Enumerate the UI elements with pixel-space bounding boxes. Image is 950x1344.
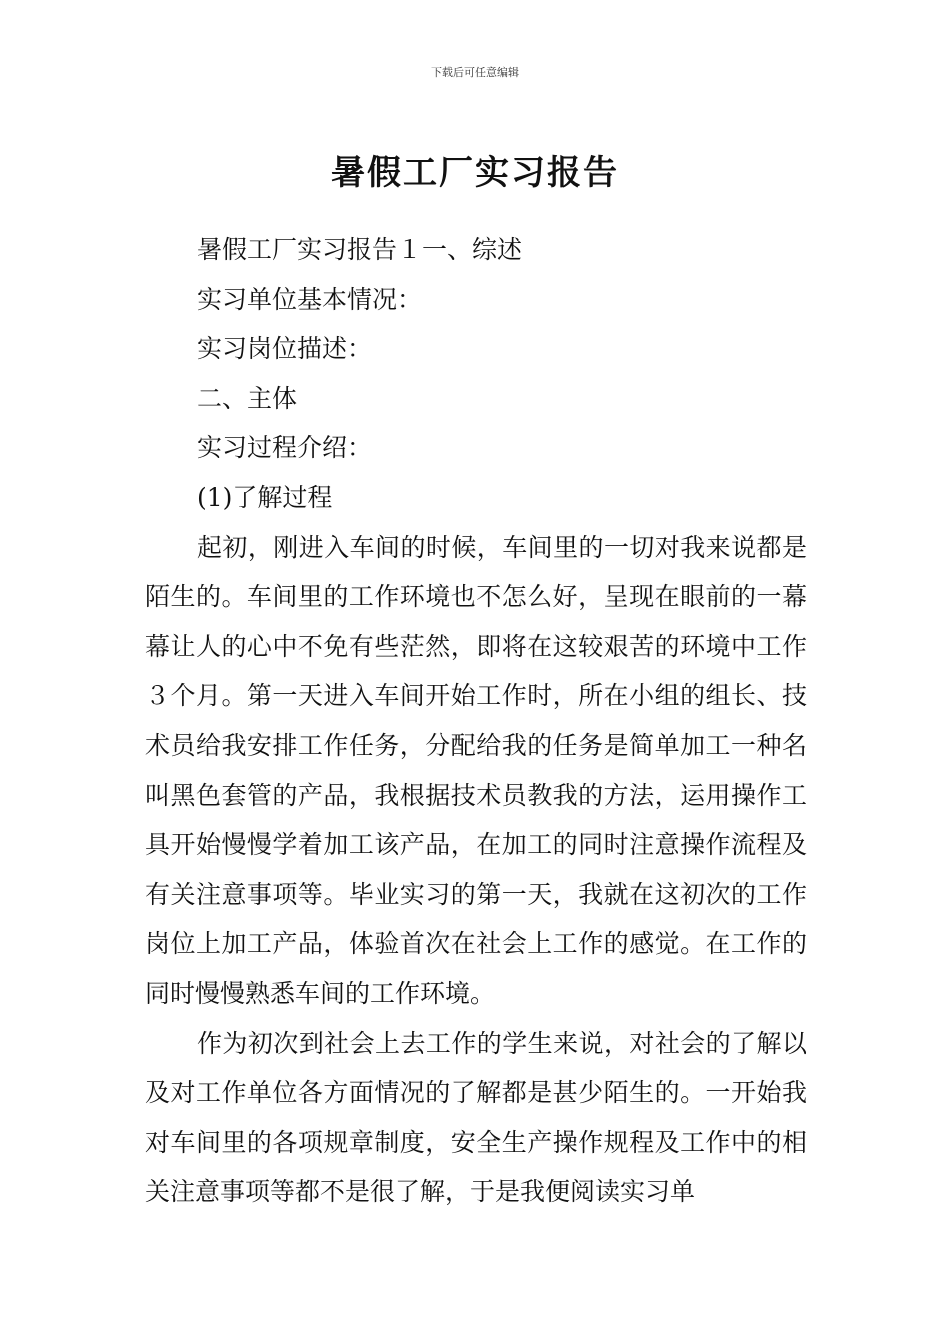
document-title: 暑假工厂实习报告 — [331, 152, 619, 193]
line-unit-info: 实习单位基本情况： — [197, 284, 423, 314]
document-body — [145, 225, 807, 1217]
subheading-understanding: (1)了解过程 — [197, 482, 333, 512]
paragraph-1: 起初，刚进入车间的时候，车间里的一切对我来说都是陌生的。车间里的工作环境也不怎么好，呈现在眼前的一幕幕让人的心中不免有些茫然，即将在这较艰苦的环境中工作３个月。第一天进入车间开始工作时，所在小组的组长、技术员给我安排工作任务，分配给我的任务是简单加工一种名叫黑色套管的产品，我根据技术员教我的方法，运用操作工具开始慢慢学着加工该产品，在加工的同时注意操作流程及有关注意事项等。毕业实习的第一天，我就在这初次的工作岗位上加工产品，体验首次在社会上工作的感觉。在工作的同时慢慢熟悉车间的工作环境。 — [145, 532, 807, 1008]
line-process-intro: 实习过程介绍： — [197, 433, 373, 463]
paragraph-2: 作为初次到社会上去工作的学生来说，对社会的了解以及对工作单位各方面情况的了解都是甚少陌生的。一开始我对车间里的各项规章制度，安全生产操作规程及工作中的相关注意事项等都不是很了解，于是我便阅读实习单 — [145, 1028, 807, 1207]
heading-overview: 暑假工厂实习报告１一、综述 — [197, 235, 523, 264]
heading-main: 二、主体 — [197, 383, 298, 413]
line-position-desc: 实习岗位描述： — [197, 334, 373, 364]
header-note: 下载后可任意编辑 — [431, 66, 519, 79]
